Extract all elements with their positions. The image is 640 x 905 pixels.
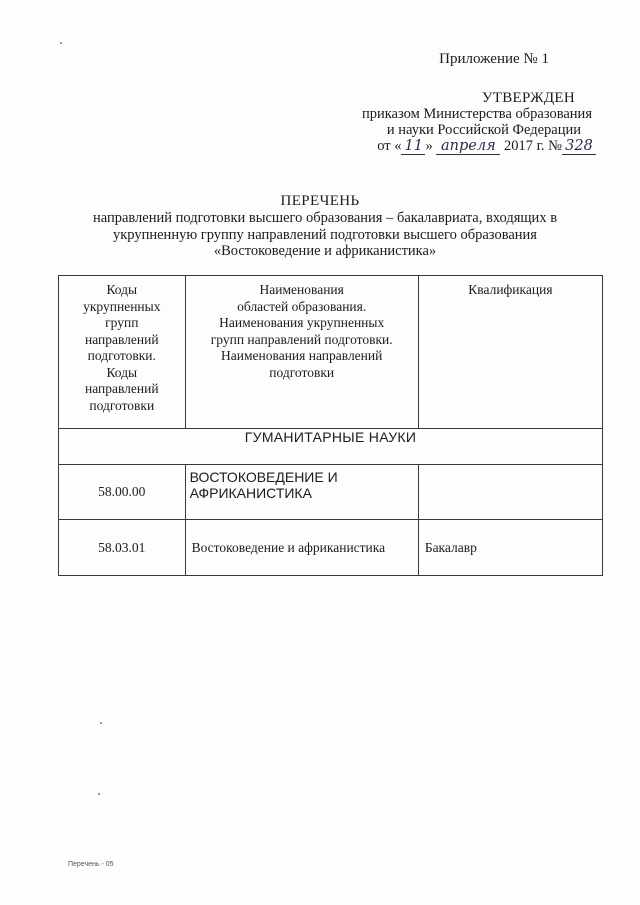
date-mid: » — [425, 138, 433, 154]
row-name — [185, 465, 418, 520]
order-line-2: и науки Российской Федерации — [386, 122, 581, 138]
row-code: 58.03.01 — [59, 520, 186, 576]
document-title: ПЕРЕЧЕНЬ — [280, 193, 360, 209]
scan-speck — [98, 793, 100, 795]
header-text: подготовки. — [87, 348, 156, 363]
header-text: направлений — [84, 331, 159, 347]
table-header-row — [59, 276, 603, 429]
handwritten-order-number: 328 — [562, 138, 596, 155]
section-row — [59, 429, 603, 465]
header-text: областей образования. — [237, 298, 367, 314]
header-text: подготовки — [89, 397, 155, 413]
section-label: ГУМАНИТАРНЫЕ НАУКИ — [59, 429, 603, 465]
handwritten-month: апреля — [436, 138, 500, 155]
handwritten-day: 11 — [401, 138, 425, 155]
directions-table — [58, 275, 603, 576]
header-text: укрупненных — [83, 298, 161, 314]
header-qualification — [418, 276, 602, 429]
header-names — [185, 276, 418, 429]
header-text: подготовки — [269, 364, 335, 380]
header-text: Наименования укрупненных — [219, 315, 385, 330]
row-code: 58.00.00 — [59, 465, 186, 520]
approved-label: УТВЕРЖДЕН — [481, 90, 575, 106]
header-text: Квалификация — [468, 282, 553, 297]
header-text: Наименования направлений — [221, 348, 383, 363]
subtitle-line: «Востоковедение и африканистика» — [213, 243, 437, 259]
document-subtitle — [60, 210, 590, 260]
page-footer: Перечень - 05 — [68, 861, 114, 868]
header-text: Наименования — [259, 282, 344, 297]
row-name: Востоковедение и африканистика — [185, 520, 418, 576]
appendix-label: Приложение № 1 — [439, 51, 549, 67]
header-text: Коды — [106, 282, 138, 297]
row-qualification — [418, 465, 602, 520]
table-row — [59, 520, 603, 576]
table-row — [59, 465, 603, 520]
date-prefix: от « — [377, 138, 402, 154]
header-text: Коды — [106, 364, 138, 380]
row-name-line: ВОСТОКОВЕДЕНИЕ И — [189, 469, 338, 485]
header-text: направлений — [84, 381, 159, 396]
date-year: 2017 г. № — [503, 138, 562, 154]
header-text: групп — [105, 315, 139, 330]
subtitle-line: направлений подготовки высшего образования – бакалавриата, входящих в — [92, 210, 558, 226]
row-name-line: АФРИКАНИСТИКА — [189, 485, 312, 501]
order-line-1: приказом Министерства образования — [361, 106, 592, 122]
header-codes — [59, 276, 186, 429]
header-text: групп направлений подготовки. — [210, 331, 393, 347]
row-qualification: Бакалавр — [418, 520, 602, 576]
order-date-line — [377, 138, 596, 155]
scan-speck — [100, 722, 102, 724]
scan-speck — [60, 42, 62, 44]
subtitle-line: укрупненную группу направлений подготовки высшего образования — [113, 226, 537, 243]
